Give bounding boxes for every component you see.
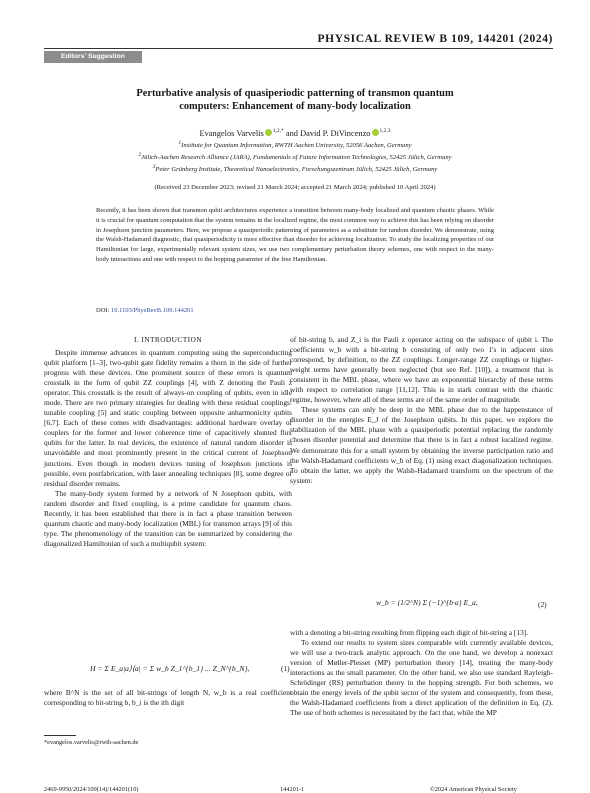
journal-header: PHYSICAL REVIEW B 109, 144201 (2024) xyxy=(317,33,553,45)
abstract: Recently, it has been shown that transmon qubit architectures experience a transition between many-body localized and quantum chaotic phases. While it is crucial for quantum computation that the system remains in the localized regime, the most common way to achieve this has been relying on disorder in Josephson junction parameters. Here, we propose a quasiperiodic patterning of parameters as a substitute for random disorder. We demonstrate, using the Walsh-Hadamard diagnostic, that quasiperiodicity is more effective than disorder for achieving localization. To study the localizing properties of our Hamiltonian for large, experimentally relevant system sizes, we use two complementary perturbation theory schemes, one with respect to the many-body interactions and one with respect to the hopping parameter of the free Hamiltonian. xyxy=(96,207,494,263)
doi-link[interactable]: 10.1103/PhysRevB.109.144201 xyxy=(110,307,194,314)
right-paragraph-2: These systems can only be deep in the MBL phase due to the happenstance of disorder in the energies E_J of the Josephson qubits. In this paper, we explore the stabilization of the MBL phase with a quasiperiodic potential replacing the randomly chosen disorder potential and determine that there is in fact a robust localized regime. We demonstrate this for a small system by obtaining the inverse participation ratio and the Walsh-Hadamard coefficients w_b of Eq. (1) using exact diagonalization techniques. To obtain the latter, we apply the Walsh-Hadamard transform on the spectrum of the system: xyxy=(290,405,553,485)
title-line-1: Perturbative analysis of quasiperiodic patterning of transmon quantum xyxy=(136,88,454,99)
left-column-tail xyxy=(44,688,292,708)
paper-title xyxy=(80,87,510,113)
affil-3-text: Peter Grünberg Institute, Theoretical Nanoelectronics, Forschungszentrum Jülich, 52425 Jülich, Germany xyxy=(155,166,438,174)
affil-2-text: Jülich-Aachen Research Alliance (JARA), Fundamentals of Future Information Technologies, 52425 Jülich, Germany xyxy=(141,154,452,162)
affil-2-sup: 2 xyxy=(138,152,142,158)
received-dates: (Received 23 December 2023; revised 21 March 2024; accepted 21 March 2024; published 10 April 2024) xyxy=(154,184,436,191)
footnote-rule xyxy=(44,735,76,736)
right-paragraph-3: with a denoting a bit-string resulting from flipping each digit of bit-string a [13]. xyxy=(290,628,529,637)
right-column xyxy=(290,335,553,486)
title-line-2: computers: Enhancement of many-body localization xyxy=(179,101,411,112)
affiliation-3 xyxy=(40,163,550,174)
equation-2-number: (2) xyxy=(538,600,547,609)
editors-suggestion-badge[interactable]: Editors' Suggestion xyxy=(44,51,142,63)
author-1-affil: 1,2,* xyxy=(272,128,284,134)
affiliation-1 xyxy=(40,139,550,150)
orcid-icon[interactable] xyxy=(265,129,272,136)
right-column-tail xyxy=(290,628,553,718)
footer-page-number: 144201-1 xyxy=(280,786,305,793)
footnote-email[interactable]: *evangelos.varvelis@rwth-aachen.de xyxy=(44,739,139,746)
intro-paragraph-1: Despite immense advances in quantum computing using the superconducting qubit platform [1–3], two-qubit gate fidelity remains a thorn in the side of further progress with these devices. One prominent source of these errors is quantum crosstalk in the form of qubit ZZ couplings [4], with Z denoting the Pauli z operator. This crosstalk is the result of always-on coupling of qubits, even in idle mode. There are two primary strategies for dealing with these residual couplings: tunable coupling [5] and static coupling between opposite anharmonicity qubits [6,7]. Each of these comes with disadvantages: additional hardware overlay of couplers for the former and lower coherence time of capacitively shunted flux qubits for the latter. In real devices, the existence of natural random disorder is unavoidable and most prominently present in the critical current of Josephson junctions. Even though in modern devices tuning of Josephson junctions is possible, even postfabrication, with laser annealing techniques [8], some degree of residual disorder remains. xyxy=(44,348,292,488)
affil-1-sup: 1 xyxy=(178,140,182,146)
affil-3-sup: 3 xyxy=(152,164,156,170)
author-2-name[interactable]: David P. DiVincenzo xyxy=(300,128,371,138)
intro-paragraph-3: where B^N is the set of all bit-strings of length N, w_b is a real coefficient corresponding to bit-string b, b_i is the ith digit xyxy=(44,688,292,708)
left-column xyxy=(44,348,292,549)
authors-and: and xyxy=(283,128,301,138)
footer-copyright: ©2024 American Physical Society xyxy=(430,786,517,793)
doi-label: DOI: xyxy=(96,307,111,314)
equation-2: w_b = (1/2^N) Σ (−1)^{b·a} E_a, xyxy=(376,598,478,607)
intro-paragraph-2: The many-body system formed by a network of N Josephson qubits, with random disorder and fixed coupling, is a prime candidate for quantum chaos. Recently, it has been established that there is in fact a phase transition between quantum chaotic and many-body localization (MBL) for transmon arrays [9] of this type. The phenomenology of the transition can be summarized by considering the diagonalized Hamiltonian of such a multiqubit system: xyxy=(44,488,292,548)
affiliation-2 xyxy=(40,151,550,162)
section-heading: I. INTRODUCTION xyxy=(134,335,202,344)
author-2-affil: 1,2,3 xyxy=(379,128,391,134)
doi-line xyxy=(96,307,194,314)
footer-issn: 2469-9950/2024/109(14)/144201(10) xyxy=(44,786,139,793)
author-list xyxy=(60,126,530,139)
affil-1-text: Institute for Quantum Information, RWTH Aachen University, 52056 Aachen, Germany xyxy=(181,142,412,150)
right-paragraph-1: of bit-string b, and Z_i is the Pauli z operator acting on the subspace of qubit i. The coefficients w_b with a bit-string b consisting of only two 1's in adjacent sites correspond, by definition, to the ZZ couplings. Longer-range ZZ couplings or higher-weight terms have generally been neglected (but see Ref. [10]), a treatment that is consistent in the MBL phase, where we have an exponential hierarchy of these terms with respect to correlation range [11,12]. This is in stark contrast with the chaotic regime, however, where all of these terms are of the same order of magnitude. xyxy=(290,335,553,405)
author-1-name[interactable]: Evangelos Varvelis xyxy=(199,128,264,138)
right-paragraph-4: To extend our results to system sizes comparable with currently available devices, we will use a two-track analytic approach. On the one hand, we develop a nonexact version of Møller-Plesset (MP) perturbation theory [14], treating the many-body interactions as the small parameter. On the other hand, we also use standard Rayleigh-Schrödinger (RS) perturbation theory in the hopping strength. For both schemes, we obtain the energy levels of the qubit sector of the system and consequently, from these, the Walsh-Hadamard coefficients from a direct application of the definition in Eq. (2). The use of both schemes is necessitated by the fact that, while the MP xyxy=(290,638,553,718)
header-rule xyxy=(44,48,553,49)
equation-1: H = Σ E_a|a⟩⟨a| = Σ w_b Z_1^{b_1} ... Z_N^{b_N}, xyxy=(90,664,250,673)
equation-1-number: (1) xyxy=(281,664,290,673)
orcid-icon[interactable] xyxy=(372,129,379,136)
